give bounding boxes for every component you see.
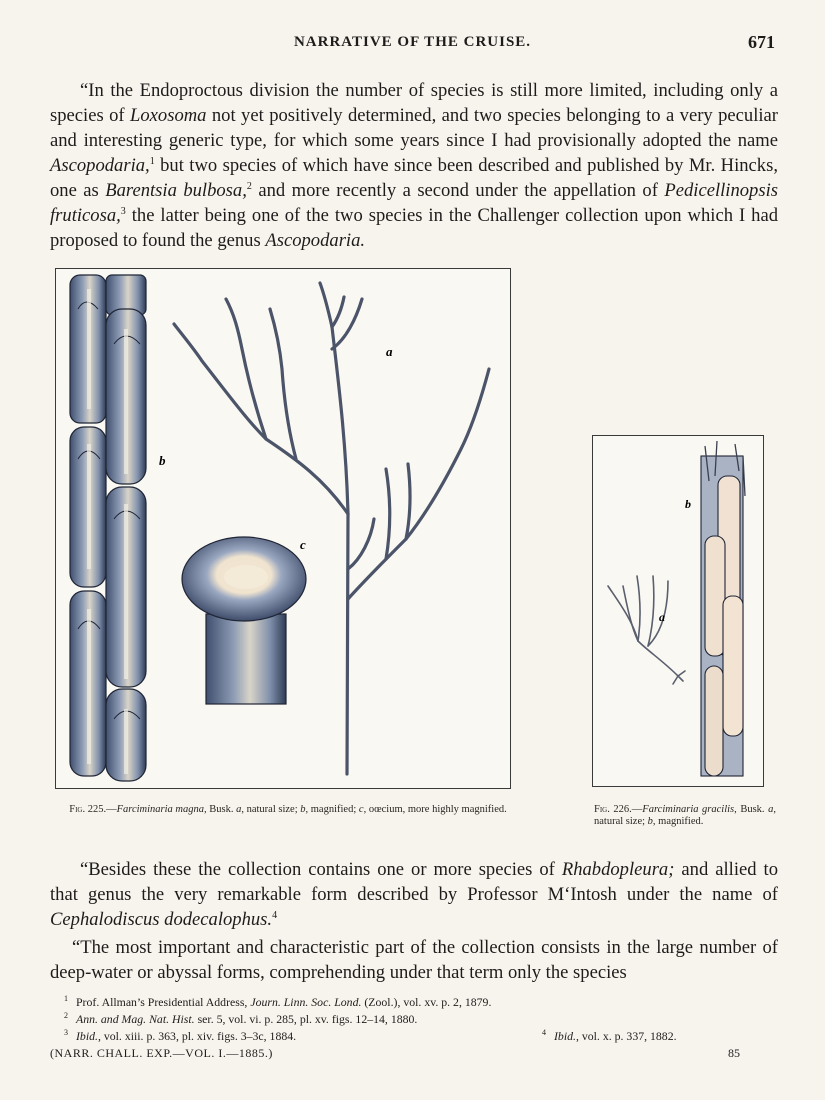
figure-225-label-b: b [159, 453, 166, 468]
paragraph-endoproctous: “In the Endoproctous division the number of species is still more limited, including only a species of Loxosoma not yet positively determined, and two species belonging to a very peculiar and interesting generic type, for which some years since I had provisionally adopted the name Ascopodaria,$^1$ but two species of which have since been described and published by Mr. Hincks, one as Barentsia bulbosa,$^2$ and more recently a second under the appellation of Pedicellinopsis fruticosa,$^3$ the latter being one of the two species in the Challenger collection upon which I had proposed to found the genus Ascopodaria. [50, 80, 778, 251]
figure-226-label-a: a [659, 610, 665, 624]
figure-225-label-a: a [386, 344, 393, 359]
figure-225-caption: Fig. 225.—Farciminaria magna, Busk. a, natural size; b, magnified; c, oœcium, more highly magnified. [69, 804, 507, 815]
running-title: NARRATIVE OF THE CRUISE. [293, 34, 532, 50]
printer-signature: (NARR. CHALL. EXP.—VOL. I.—1885.) [50, 1046, 273, 1060]
magnified-stem-b [701, 441, 745, 776]
footnote-ref-1: 1 [149, 155, 155, 167]
paragraph-abyssal-forms: “The most important and characteristic part of the collection consists in the large number of deep-water or abyssal forms, comprehending under that term only the species [50, 937, 778, 983]
footnote-ref-4: 4 [272, 909, 278, 921]
footnote-ref-3: 3 [120, 205, 126, 217]
figure-226-plate [592, 435, 764, 787]
figure-225-label-c: c [300, 537, 306, 552]
footnote-row-3-4 [64, 1024, 779, 1041]
oecium-c [182, 537, 306, 704]
paragraph-rhabdopleura: “Besides these the collection contains one or more species of Rhabdopleura; and allied to that genus the very remarkable form described by Professor M‘Intosh under the name of Cephalodiscus dodecalophus.$^4$ [50, 859, 778, 930]
footnote-1: $^1$ Prof. Allman’s Presidential Address, Journ. Linn. Soc. Lond. (Zool.), vol. xv. p. 2, 1879. [64, 994, 492, 1009]
figure-226-label-b: b [685, 497, 691, 511]
page-header [50, 34, 775, 58]
figure-225-plate [55, 268, 511, 789]
figure-226-illustration [593, 436, 763, 786]
figure-225-illustration [56, 269, 510, 788]
figure-226-caption: Fig. 226.—Farciminaria gracilis, Busk. a, natural size; b, magnified. [594, 804, 776, 827]
footnote-3: $^3$ Ibid., vol. xiii. p. 363, pl. xiv. figs. 3–3c, 1884. [64, 1028, 297, 1043]
footnote-ref-2: 2 [246, 180, 252, 192]
magnified-stem-b [70, 275, 146, 781]
page-number: 671 [748, 32, 775, 52]
footnote-4: $^4$ Ibid., vol. x. p. 337, 1882. [542, 1028, 677, 1043]
sheet-number: 85 [728, 1046, 740, 1060]
page-footer [50, 1046, 740, 1061]
footnote-2: $^2$ Ann. and Mag. Nat. Hist. ser. 5, vol. vi. p. 285, pl. xv. figs. 12–14, 1880. [64, 1011, 418, 1026]
footnotes [64, 990, 779, 1041]
colony-natural-size-a [608, 576, 685, 684]
